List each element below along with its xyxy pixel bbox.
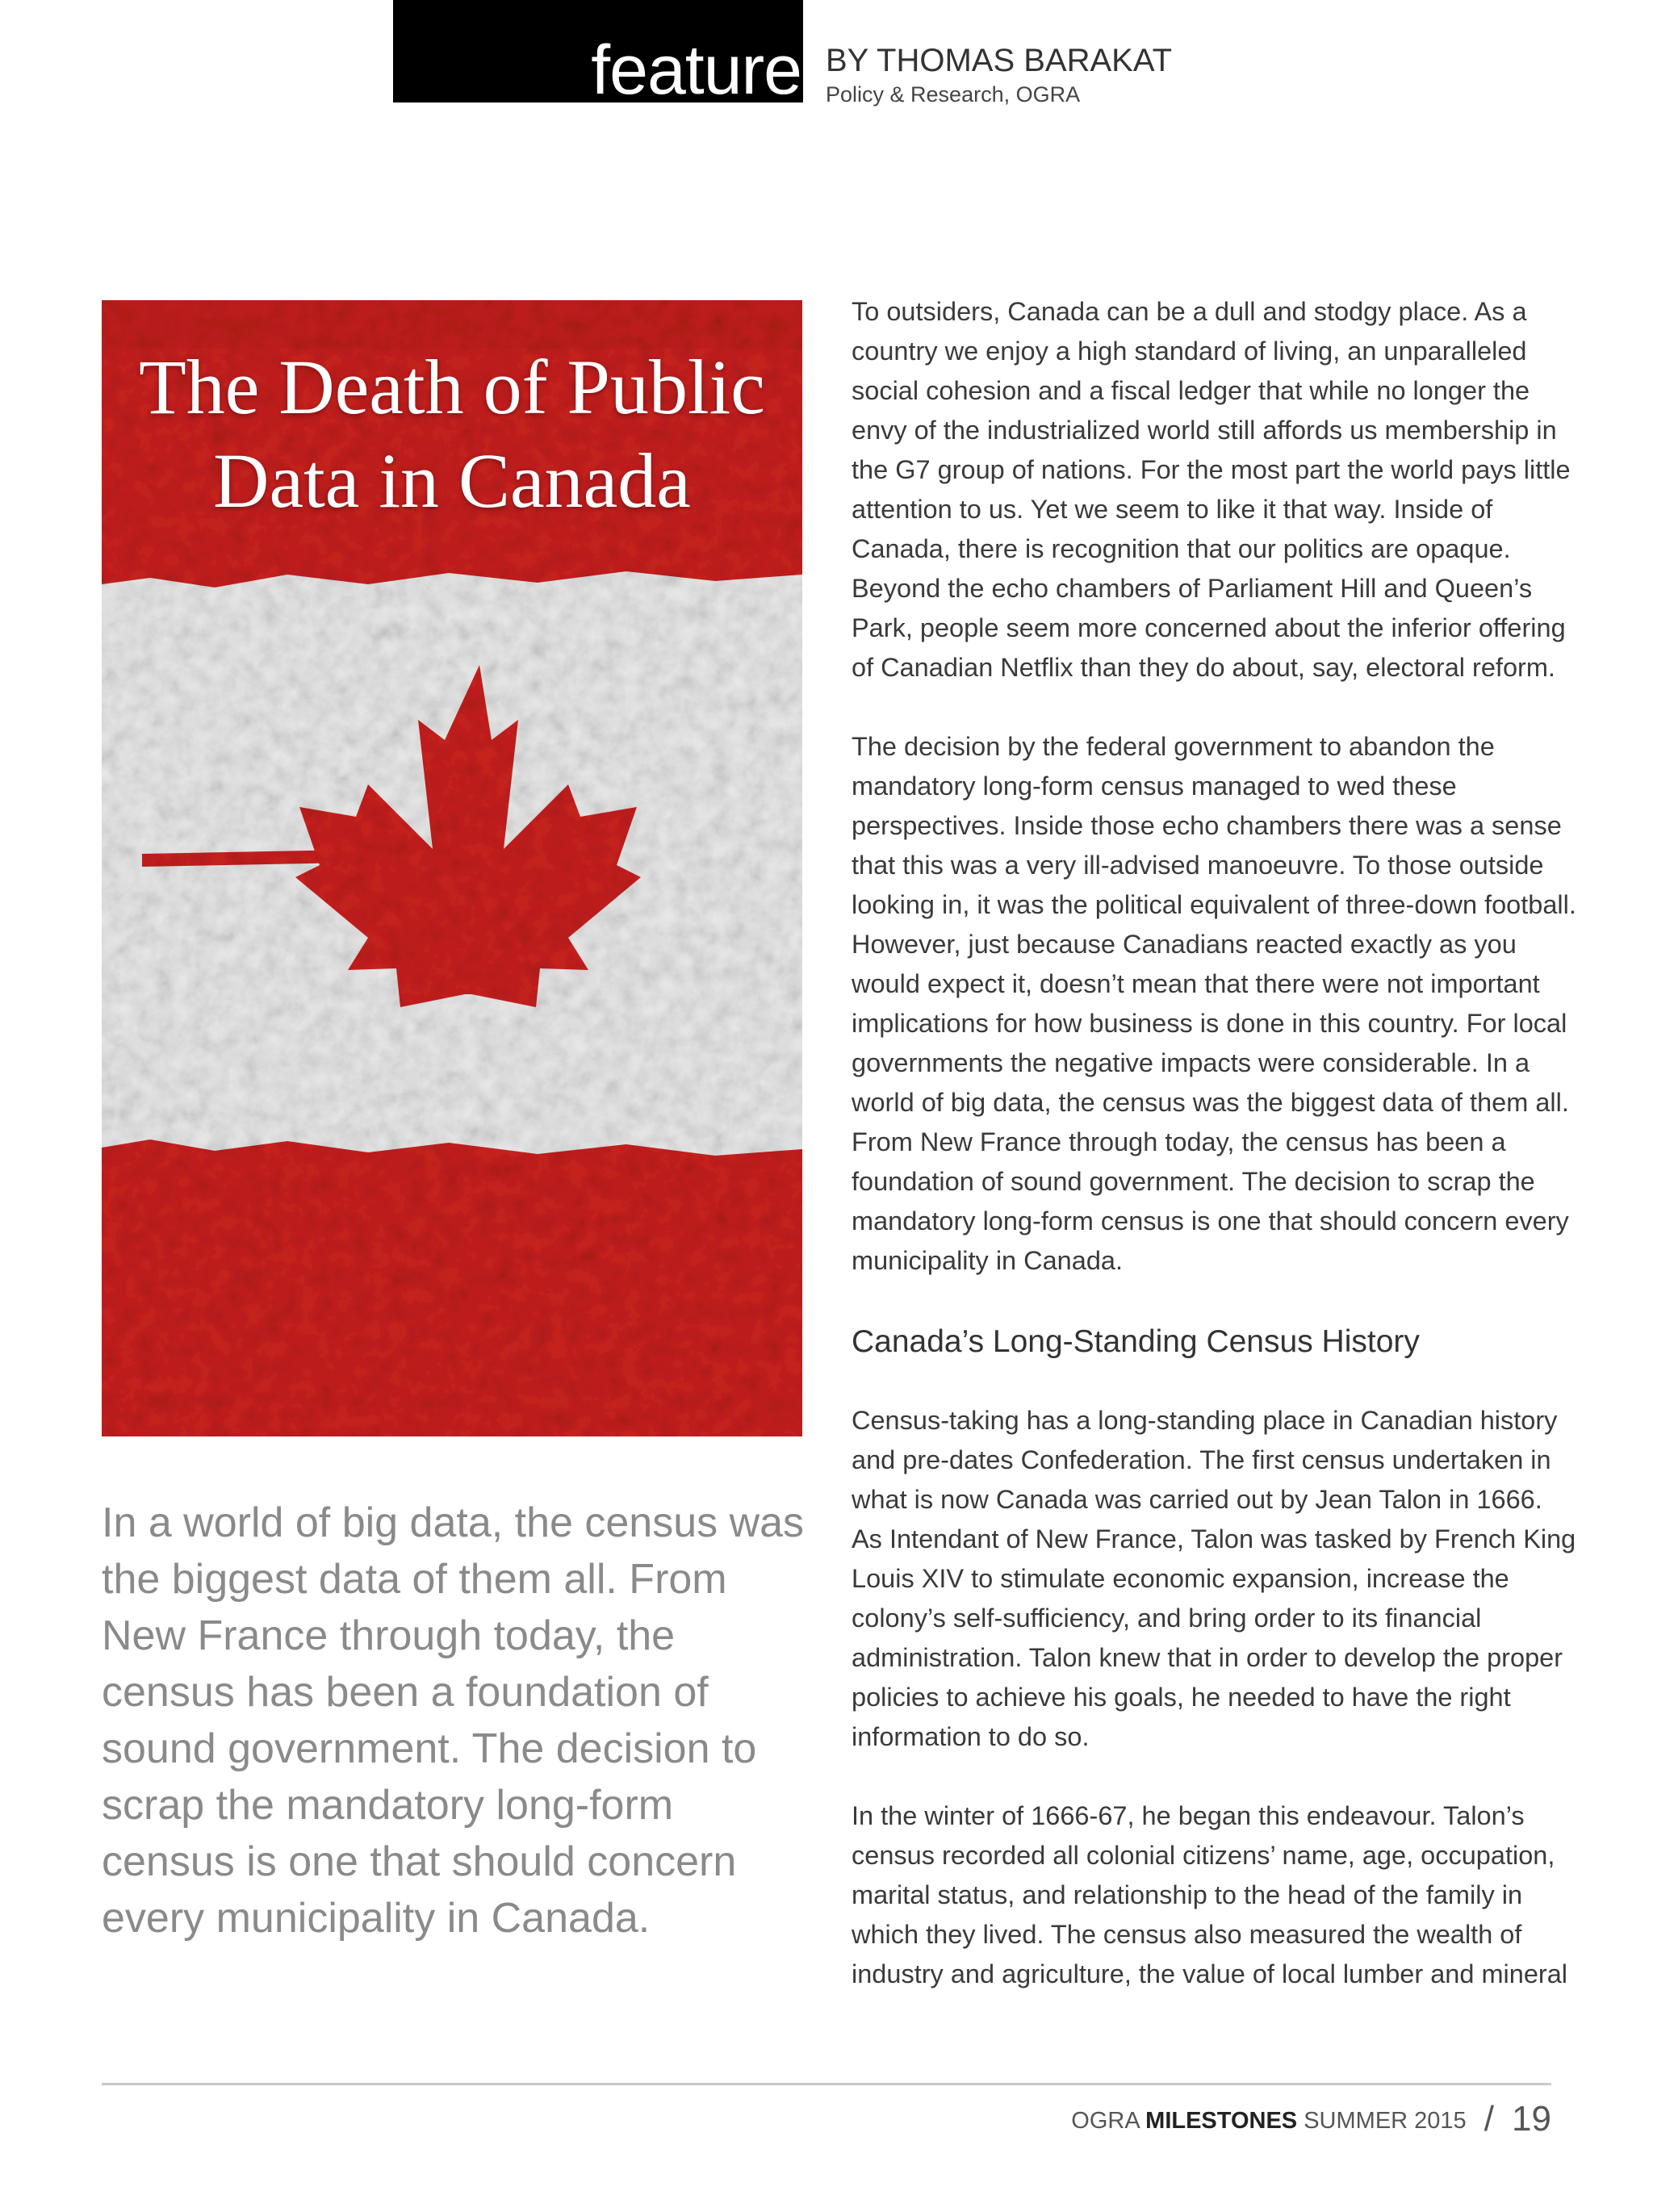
title-line-2: Data in Canada: [213, 437, 691, 524]
article-paragraph: To outsiders, Canada can be a dull and stodgy place. As a country we enjoy a high standard of living, an unparalleled social cohesion and a fiscal ledger that while no longer the envy of the industrialized world still affords us membership in the G7 group of nations. For the most part the world pays little attention to us. Yet we seem to like it that way. Inside of Canada, there is recognition that our politics are opaque. Beyond the echo chambers of Parliament Hill and Queen’s Park, people seem more concerned about the inferior offering of Canadian Netflix than they do about, say, electoral reform.: [852, 297, 1571, 682]
title-line-1: The Death of Public: [139, 344, 765, 430]
article-paragraph: Census-taking has a long-standing place in Canadian history and pre-dates Confederation. The first census undertaken in what is now Canada was carried out by Jean Talon in 1666. As Intendant of New France, Talon was tasked by French King Louis XIV to stimulate economic expansion, increase the colony’s self-sufficiency, and bring order to its financial administration. Talon knew that in order to develop the proper policies to achieve his goals, he needed to have the right information to do so.: [852, 1406, 1576, 1751]
author-role: Policy & Research, OGRA: [826, 82, 1081, 107]
byline: [826, 40, 1172, 108]
footer-separator: /: [1484, 2099, 1494, 2139]
footer-issue: SUMMER 2015: [1304, 2108, 1467, 2134]
author-name: BY THOMAS BARAKAT: [826, 43, 1173, 78]
hero-image: [102, 300, 802, 1436]
footer-divider: [102, 2083, 1551, 2085]
footer-publisher: OGRA: [1071, 2108, 1140, 2134]
section-label: feature: [591, 31, 801, 102]
article-paragraph: In the winter of 1666-67, he began this endeavour. Talon’s census recorded all colonial citizens’ name, age, occupation, marital status, and relationship to the head of the family in which they lived. The census also measured the wealth of industry and agriculture, the value of local lumber and mineral: [852, 1801, 1568, 1988]
article-body: [852, 292, 1578, 1994]
section-heading: Canada’s Long-Standing Census History: [852, 1324, 1420, 1359]
article-paragraph: The decision by the federal government to abandon the mandatory long-form census managed to wed these perspectives. Inside those echo chambers there was a sense that this was a very ill-advised manoeuvre. To those outside looking in, it was the political equivalent of three-down football. However, just because Canadians reacted exactly as you would expect it, doesn’t mean that there were not important implications for how business is done in this country. For local governments the negative impacts were considerable. In a world of big data, the census was the biggest data of them all. From New France through today, the census has been a foundation of sound government. The decision to scrap the mandatory long-form census is one that should concern every municipality in Canada.: [852, 732, 1576, 1275]
page-footer: [1071, 2101, 1551, 2139]
page-number: 19: [1512, 2099, 1551, 2139]
article-title: [102, 341, 802, 528]
footer-magazine: MILESTONES: [1145, 2108, 1298, 2134]
section-tab: [393, 0, 803, 102]
pull-quote: In a world of big data, the census was the biggest data of them all. From New France through today, the census has been a foundation of sound government. The decision to scrap the mandatory long-form census is one that should concern every municipality in Canada.: [102, 1499, 805, 1942]
